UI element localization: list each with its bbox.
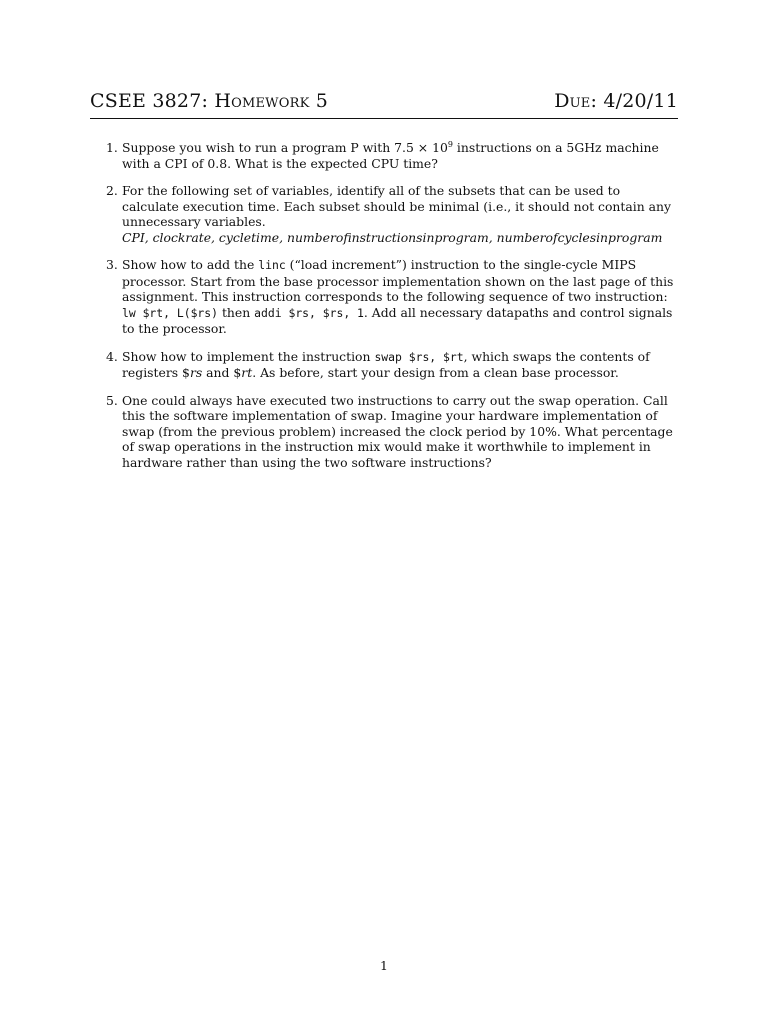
problem-number: 1. bbox=[106, 140, 118, 155]
problem-text-cont: . As before, start your design from a clean base processor. bbox=[252, 365, 619, 380]
course-code: CSEE 3827: bbox=[90, 90, 209, 112]
problem-number: 2. bbox=[106, 183, 118, 198]
register-rs: rs bbox=[189, 365, 203, 380]
header-title bbox=[90, 90, 328, 112]
problem-number: 3. bbox=[106, 257, 118, 272]
header-due bbox=[554, 90, 678, 112]
problem-text-cont: and $ bbox=[202, 365, 242, 380]
code-linc: linc bbox=[258, 258, 286, 272]
problem-3 bbox=[90, 257, 678, 337]
due-date: 4/20/11 bbox=[603, 90, 678, 112]
problem-text: Show how to implement the instruction bbox=[122, 348, 375, 364]
problem-text-cont: then bbox=[218, 304, 255, 320]
problem-list bbox=[90, 140, 678, 482]
problem-text: For the following set of variables, identify all of the subsets that can be used to calculate execution time. Each subset should be minimal (i.e., it should not contain any unnecessary variables. bbox=[122, 183, 672, 229]
problem-number: 5. bbox=[106, 392, 118, 408]
problem-5 bbox=[90, 393, 678, 471]
problem-number: 4. bbox=[106, 348, 118, 364]
assignment-title: Homework 5 bbox=[214, 90, 329, 112]
code-addi: addi $rs, $rs, 1 bbox=[254, 305, 364, 320]
code-swap: swap $rs, $rt bbox=[374, 349, 464, 364]
problem-text: Show how to add the bbox=[122, 257, 259, 272]
due-label: Due: bbox=[554, 90, 598, 112]
register-rt: rt bbox=[241, 365, 253, 380]
problem-text: One could always have executed two instructions to carry out the swap operation. Call this the software implementation of swap. Imagine your hardware implementation of swap (from the previous problem) increased the clock period by 10%. What percentage of swap operations in the instruction mix would make it worthwhile to implement in hardware rather than using the two software instructions? bbox=[122, 392, 673, 470]
page-number: 1 bbox=[380, 958, 388, 973]
variable-list: CPI, clockrate, cycletime, numberofinstructionsinprogram, numberofcyclesinprogram bbox=[122, 229, 663, 245]
problem-2 bbox=[90, 183, 678, 245]
problem-text-cont: , which swaps the contents of registers $ bbox=[122, 348, 650, 380]
problem-1 bbox=[90, 140, 678, 171]
code-lw: lw $rt, L($rs) bbox=[122, 305, 219, 320]
problem-4 bbox=[90, 349, 678, 381]
problem-text-cont: (“load increment”) instruction to the single-cycle MIPS processor. Start from the base processor implementation shown on the last page of this assignment. This instruction corresponds to the following sequence of two instruction: bbox=[122, 257, 674, 304]
problem-text-cont: instructions on a 5GHz machine with a CPI of 0.8. What is the expected CPU time? bbox=[122, 140, 659, 171]
page-header bbox=[90, 90, 678, 120]
exponent: 9 bbox=[447, 139, 453, 149]
header-rule bbox=[90, 118, 678, 119]
problem-text-cont: . Add all necessary datapaths and control signals to the processor. bbox=[122, 304, 673, 336]
problem-text: Suppose you wish to run a program P with 7.5 × 10 bbox=[122, 140, 448, 155]
